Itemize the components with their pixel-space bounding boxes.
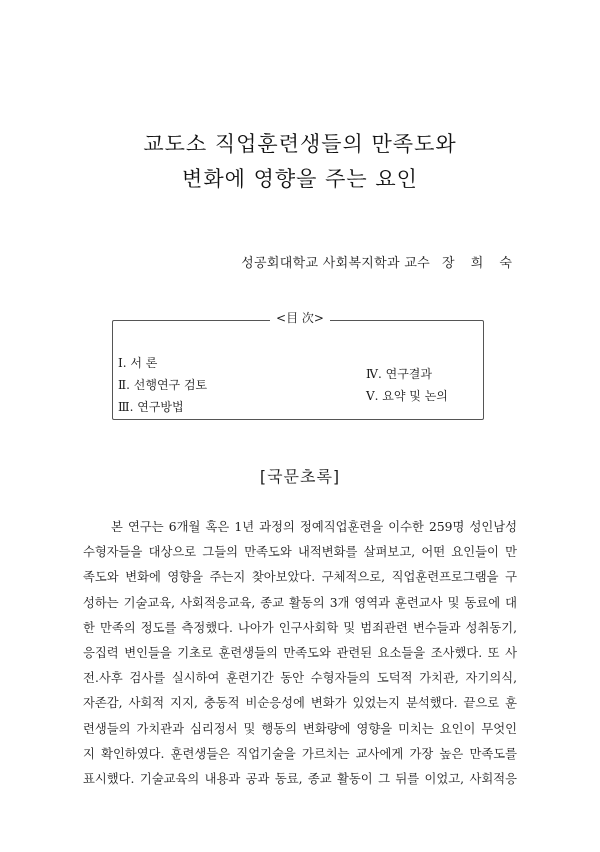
author-name: 장 희 숙: [442, 256, 518, 271]
abstract-line-8: 자존감, 사회적 지지, 충동적 비순응성에 변화가 있었는지 분석했다. 끝으로 훈: [83, 696, 517, 711]
paper-title-line-2: 변화에 영향을 주는 요인: [182, 167, 418, 191]
toc-item-2: Ⅱ. 선행연구 검토: [118, 378, 208, 392]
abstract-line-1: 본 연구는 6개월 혹은 1년 과정의 정예직업훈련을 이수한 259명 성인남성: [111, 520, 517, 534]
abstract-paragraph: [83, 515, 517, 792]
toc-item-4: Ⅳ. 연구결과: [366, 367, 432, 381]
author-line: [241, 252, 518, 271]
abstract-line-3: 족도와 변화에 영향을 주는지 찾아보았다. 구체적으로, 직업훈련프로그램을 구: [83, 570, 517, 585]
abstract-line-9: 련생들의 가치관과 심리정서 및 행동의 변화량에 영향을 미치는 요인이 무엇인: [83, 721, 517, 736]
paper-title-line-1: 교도소 직업훈련생들의 만족도와: [143, 132, 457, 156]
toc-item-3: Ⅲ. 연구방법: [118, 400, 184, 414]
abstract-line-5: 한 만족의 정도를 측정했다. 나아가 인구사회학 및 범죄관련 변수들과 성취동기,: [83, 620, 517, 635]
abstract-line-11: 표시했다. 기술교육의 내용과 공과 동료, 종교 활동이 그 뒤를 이었고, 사회적응: [83, 772, 517, 787]
author-affiliation: 성공회대학교 사회복지학과 교수: [241, 256, 431, 271]
toc-heading: [0, 309, 600, 326]
toc-item-1: Ⅰ. 서 론: [118, 356, 158, 370]
abstract-line-10: 지 확인하였다. 훈련생들은 직업기술을 가르치는 교사에게 가장 높은 만족도를: [83, 746, 517, 761]
toc-heading-text: <目 次>: [270, 311, 330, 325]
abstract-line-4: 성하는 기술교육, 사회적응교육, 종교 활동의 3개 영역과 훈련교사 및 동료에 대: [83, 595, 517, 610]
abstract-line-6: 응집력 변인들을 기초로 훈련생들의 만족도와 관련된 요소들을 조사했다. 또 사: [83, 646, 517, 661]
abstract-line-2: 수형자들을 대상으로 그들의 만족도와 내적변화를 살펴보고, 어떤 요인들이 만: [83, 545, 517, 560]
abstract-heading: [국문초록]: [259, 467, 341, 486]
toc-item-5: Ⅴ. 요약 및 논의: [366, 389, 448, 403]
abstract-line-7: 전․사후 검사를 실시하여 훈련기간 동안 수형자들의 도덕적 가치관, 자기의식,: [83, 671, 517, 686]
